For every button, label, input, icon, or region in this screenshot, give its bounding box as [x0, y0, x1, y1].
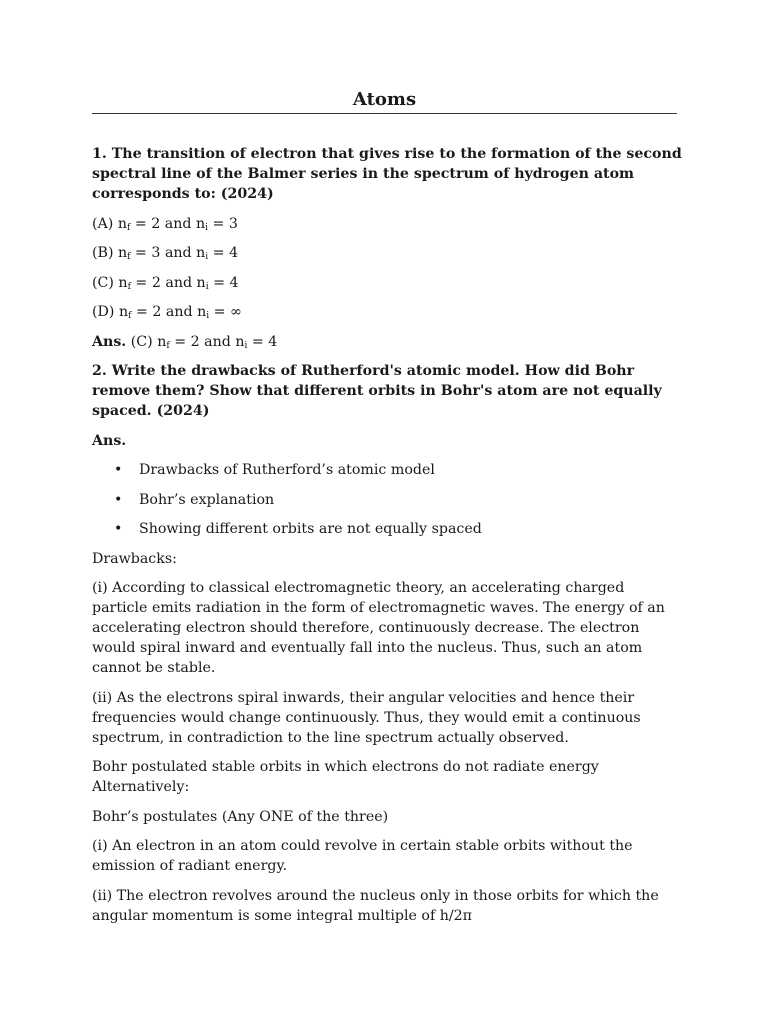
- list-item: • Showing different orbits are not equally spaced: [114, 521, 482, 537]
- answer-points-list: [92, 460, 682, 539]
- option-d: (D) $n_f = 2$ and $n_i$ = ∞: [92, 304, 242, 321]
- page-title: Atoms: [352, 89, 417, 110]
- list-item: • Drawbacks of Rutherford’s atomic model: [114, 462, 435, 478]
- answer-2-label: Ans.: [92, 432, 127, 449]
- bullet-icon: •: [114, 491, 123, 508]
- list-item: • Bohr’s explanation: [114, 491, 275, 508]
- postulate-2: (ii) The electron revolves around the nucleus only in those orbits for which the angular momentum is some integral multiple of h/2π: [92, 887, 659, 924]
- title-underline: [92, 113, 677, 114]
- bohr-paragraph: Bohr postulated stable orbits in which electrons do not radiate energy Alternatively:: [92, 759, 599, 795]
- option-a: (A) $n_f = 2$ and $n_i = 3$: [92, 215, 238, 233]
- bullet-icon: •: [114, 462, 123, 478]
- option-b: (B) $n_f = 3$ and $n_i = 4$: [92, 245, 239, 262]
- drawback-paragraph-2: (ii) As the electrons spiral inwards, their angular velocities and hence their frequencies would change continuously. Thus, they would emit a continuous spectrum, in contradiction to the line spectrum actually observed.: [92, 689, 641, 746]
- document-content: [92, 144, 682, 935]
- drawback-paragraph-1: (i) According to classical electromagnetic theory, an accelerating charged particle emits radiation in the form of electromagnetic waves. The energy of an accelerating electron should therefore, continuously decrease. The electron would spiral inward and eventually fall into the nucleus. Thus, such an atom cannot be stable.: [92, 580, 665, 676]
- drawbacks-heading: Drawbacks:: [92, 550, 177, 567]
- question-2: 2. Write the drawbacks of Rutherford's atomic model. How did Bohr remove them? Show that different orbits in Bohr's atom are not equally spaced. (2024): [92, 363, 662, 419]
- postulates-heading: Bohr’s postulates (Any ONE of the three): [92, 808, 389, 825]
- question-1: 1. The transition of electron that gives rise to the formation of the second spectral line of the Balmer series in the spectrum of hydrogen atom corresponds to: (2024): [92, 146, 682, 202]
- postulate-1: (i) An electron in an atom could revolve in certain stable orbits without the emission of radiant energy.: [92, 838, 633, 874]
- bullet-icon: •: [114, 521, 123, 537]
- option-c: (C) $n_f = 2$ and $n_i = 4$: [92, 274, 239, 292]
- answer-1: Ans. (C) $n_f = 2$ and $n_i = 4$: [92, 333, 278, 351]
